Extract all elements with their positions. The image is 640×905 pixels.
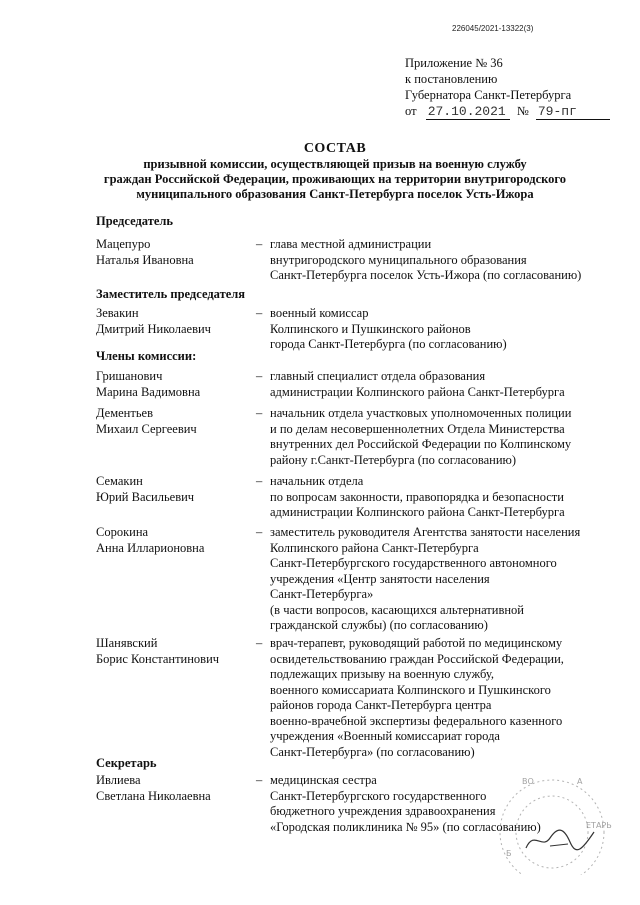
member-name: Гришанович Марина Вадимовна [96,369,201,399]
member-position: военный комиссар Колпинского и Пушкинского районов города Санкт-Петербурга (по согласованию) [270,306,507,351]
title-line-2: граждан Российской Федерации, проживающих на территории внутригородского [103,172,567,186]
member-position: медицинская сестра Санкт-Петербургского государственного бюджетного учреждения здравоохранения «Городская поликлиника № 95» (по согласованию) [270,773,541,834]
member-position: заместитель руководителя Агентства занятости населения Колпинского района Санкт-Петербурга Санкт-Петербургского государственного автономного учреждения «Центр занятости населения Санкт-Петербурга» (в части вопросов, касающихся альтернативной гражданской службы) (по согласованию) [270,525,581,632]
svg-text:Б: Б [506,849,512,858]
appendix-issuer: Губернатора Санкт-Петербурга [405,88,572,102]
member-position: начальник отдела участковых уполномоченных полиции и по делам несовершеннолетних Отдела Министерства внутренних дел Российской Федерации по Колпинскому району г.Санкт-Петербурга (по согласованию) [270,406,572,467]
dash: – [256,636,263,650]
number-prefix: № [516,104,529,118]
svg-text:ЕТАРЬ: ЕТАРЬ [586,821,612,830]
member-position: главный специалист отдела образования администрации Колпинского района Санкт-Петербурга [270,369,565,399]
signature-icon [520,820,600,860]
member-name: Ивлиева Светлана Николаевна [96,773,211,803]
dash: – [256,773,263,787]
member-name: Зевакин Дмитрий Николаевич [96,306,211,336]
dash: – [256,474,263,488]
dash: – [256,525,263,539]
member-position: врач-терапевт, руководящий работой по медицинскому освидетельствованию граждан Российской Федерации, подлежащих призыву на военную службу, военного комиссариата Колпинского и Пушкинского районов города Санкт-Петербурга центра военно-врачебной экспертизы федерального казенного учреждения «Военный комиссариат города Санкт-Петербурга» (по согласованию) [270,636,564,759]
member-name: Семакин Юрий Васильевич [96,474,195,504]
member-position: глава местной администрации внутригородского муниципального образования Санкт-Петербурга поселок Усть-Ижора (по согласованию) [270,237,582,282]
member-name: Дементьев Михаил Сергеевич [96,406,197,436]
appendix-to-resolution: к постановлению [405,72,498,86]
section-chairman: Председатель [96,214,174,228]
dash: – [256,306,263,320]
svg-text:ВО: ВО [522,777,534,786]
section-secretary: Секретарь [96,756,157,770]
appendix-number: Приложение № 36 [405,56,503,70]
dash: – [256,406,263,420]
member-position: начальник отдела по вопросам законности, правопорядка и безопасности администрации Колпинского района Санкт-Петербурга [270,474,565,519]
document-title [100,140,570,202]
title-line-1: призывной комиссии, осуществляющей призыв на военную службу [143,157,527,171]
appendix-block [405,55,610,120]
title-line-3: муниципального образования Санкт-Петербурга поселок Усть-Ижора [136,187,534,201]
title-main: СОСТАВ [303,141,367,156]
member-name: Мацепуро Наталья Ивановна [96,237,194,267]
number-value: 79-пг [536,105,610,120]
appendix-date-row [405,103,610,120]
document-id: 226045/2021-13322(3) [452,24,534,33]
member-name: Сорокина Анна Илларионовна [96,525,205,555]
section-members: Члены комиссии: [96,349,197,363]
svg-text:А: А [577,777,583,786]
date-prefix: от [405,104,417,118]
dash: – [256,369,263,383]
date-value: 27.10.2021 [426,105,510,120]
section-deputy: Заместитель председателя [96,287,246,301]
dash: – [256,237,263,251]
member-name: Шанявский Борис Константинович [96,636,220,666]
